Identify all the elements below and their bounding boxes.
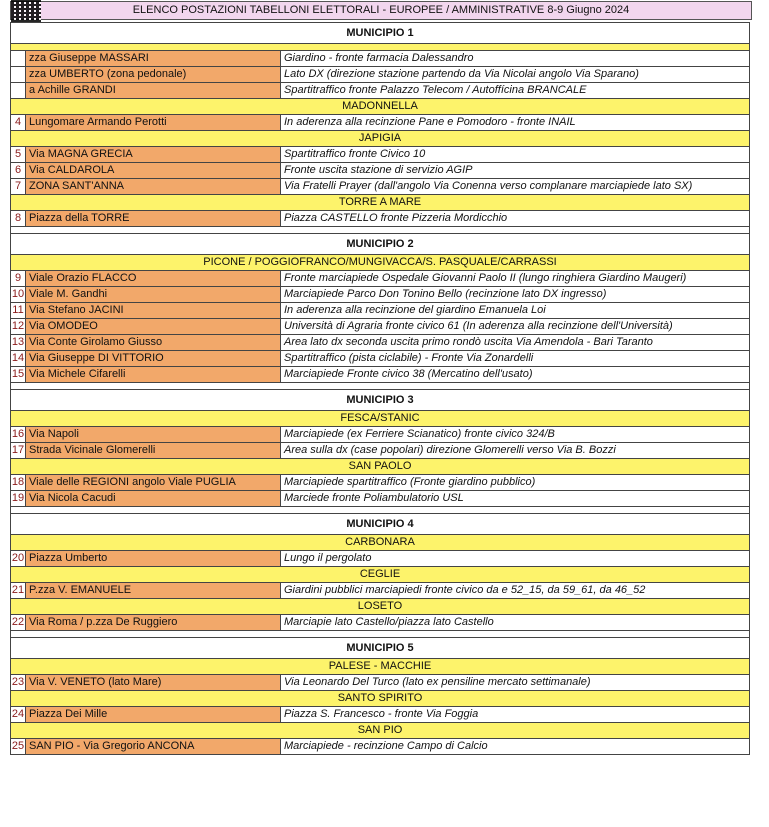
municipio-header: [11, 23, 750, 44]
description-cell: Piazza S. Francesco - fronte Via Foggia: [281, 707, 750, 723]
row-number: 16: [11, 427, 26, 443]
location-cell: Via Giuseppe DI VITTORIO: [26, 351, 281, 367]
description-cell: Fronte marciapiede Ospedale Giovanni Paolo II (lungo ringhiera Giardino Maugeri): [281, 271, 750, 287]
row-number: 5: [11, 147, 26, 163]
description-cell: Spartitraffico (pista ciclabile) - Fronte Via Zonardelli: [281, 351, 750, 367]
row-number: [11, 51, 26, 67]
table-row: [11, 475, 750, 491]
zone-label: SANTO SPIRITO: [11, 691, 750, 707]
location-cell: Via Stefano JACINI: [26, 303, 281, 319]
description-cell: Marciapiede Parco Don Tonino Bello (recinzione lato DX ingresso): [281, 287, 750, 303]
blank-row: [11, 227, 750, 234]
description-cell: In aderenza alla recinzione del giardino Emanuela Loi: [281, 303, 750, 319]
zone-header: [11, 195, 750, 211]
zone-header: [11, 99, 750, 115]
location-cell: Via Nicola Cacudi: [26, 491, 281, 507]
location-cell: Piazza della TORRE: [26, 211, 281, 227]
location-cell: Via Michele Cifarelli: [26, 367, 281, 383]
side-stamp: [0, 145, 9, 425]
table-row: [11, 583, 750, 599]
row-number: 12: [11, 319, 26, 335]
table-row: [11, 163, 750, 179]
location-cell: a Achille GRANDI: [26, 83, 281, 99]
description-cell: Area lato dx seconda uscita primo rondò uscita Via Amendola - Bari Taranto: [281, 335, 750, 351]
description-cell: Giardino - fronte farmacia Dalessandro: [281, 51, 750, 67]
spacer-row: [11, 44, 750, 51]
description-cell: Giardini pubblici marciapiedi fronte civico da e 52_15, da 59_61, da 46_52: [281, 583, 750, 599]
row-number: 20: [11, 551, 26, 567]
row-number: [11, 83, 26, 99]
description-cell: Marciede fronte Poliambulatorio USL: [281, 491, 750, 507]
municipio-label: MUNICIPIO 1: [11, 23, 750, 44]
location-cell: zza Giuseppe MASSARI: [26, 51, 281, 67]
table-row: [11, 335, 750, 351]
zone-header: [11, 459, 750, 475]
stations-table: [10, 22, 750, 755]
row-number: 6: [11, 163, 26, 179]
table-row: [11, 675, 750, 691]
table-row: [11, 319, 750, 335]
blank-cell: [11, 631, 750, 638]
table-row: [11, 427, 750, 443]
row-number: 13: [11, 335, 26, 351]
location-cell: P.zza V. EMANUELE: [26, 583, 281, 599]
description-cell: Piazza CASTELLO fronte Pizzeria Mordicchio: [281, 211, 750, 227]
location-cell: Via CALDAROLA: [26, 163, 281, 179]
table-row: [11, 211, 750, 227]
table-row: [11, 147, 750, 163]
municipio-header: [11, 638, 750, 659]
description-cell: Università di Agraria fronte civico 61 (In aderenza alla recinzione dell'Università): [281, 319, 750, 335]
location-cell: Viale M. Gandhi: [26, 287, 281, 303]
municipio-label: MUNICIPIO 5: [11, 638, 750, 659]
location-cell: Via MAGNA GRECIA: [26, 147, 281, 163]
description-cell: Spartitraffico fronte Civico 10: [281, 147, 750, 163]
location-cell: Via Conte Girolamo Giusso: [26, 335, 281, 351]
zone-label: CARBONARA: [11, 535, 750, 551]
zone-header: [11, 535, 750, 551]
row-number: [11, 67, 26, 83]
description-cell: Marciapie lato Castello/piazza lato Castello: [281, 615, 750, 631]
location-cell: Via OMODEO: [26, 319, 281, 335]
table-row: [11, 551, 750, 567]
location-cell: Via Napoli: [26, 427, 281, 443]
zone-label: SAN PAOLO: [11, 459, 750, 475]
municipio-label: MUNICIPIO 4: [11, 514, 750, 535]
location-cell: SAN PIO - Via Gregorio ANCONA: [26, 739, 281, 755]
zone-label: PALESE - MACCHIE: [11, 659, 750, 675]
table-row: [11, 443, 750, 459]
row-number: 4: [11, 115, 26, 131]
table-row: [11, 51, 750, 67]
description-cell: Marciapiede spartitraffico (Fronte giardino pubblico): [281, 475, 750, 491]
spacer-cell: [11, 44, 750, 51]
description-cell: Marciapiede - recinzione Campo di Calcio: [281, 739, 750, 755]
zone-header: [11, 411, 750, 427]
table-row: [11, 83, 750, 99]
municipio-header: [11, 390, 750, 411]
row-number: 7: [11, 179, 26, 195]
table-row: [11, 739, 750, 755]
blank-row: [11, 507, 750, 514]
zone-header: [11, 131, 750, 147]
zone-label: SAN PIO: [11, 723, 750, 739]
zone-label: JAPIGIA: [11, 131, 750, 147]
zone-header: [11, 723, 750, 739]
page-title: ELENCO POSTAZIONI TABELLONI ELETTORALI - EUROPEE / AMMINISTRATIVE 8-9 Giugno 2024: [10, 1, 752, 20]
municipio-label: MUNICIPIO 3: [11, 390, 750, 411]
location-cell: Viale Orazio FLACCO: [26, 271, 281, 287]
zone-label: MADONNELLA: [11, 99, 750, 115]
table-row: [11, 271, 750, 287]
location-cell: Viale delle REGIONI angolo Viale PUGLIA: [26, 475, 281, 491]
row-number: 11: [11, 303, 26, 319]
row-number: 23: [11, 675, 26, 691]
row-number: 10: [11, 287, 26, 303]
row-number: 14: [11, 351, 26, 367]
description-cell: Area sulla dx (case popolari) direzione Glomerelli verso Via B. Bozzi: [281, 443, 750, 459]
row-number: 9: [11, 271, 26, 287]
table-row: [11, 303, 750, 319]
zone-header: [11, 691, 750, 707]
location-cell: Via Roma / p.zza De Ruggiero: [26, 615, 281, 631]
description-cell: Marciapiede Fronte civico 38 (Mercatino dell'usato): [281, 367, 750, 383]
table-row: [11, 615, 750, 631]
table-row: [11, 491, 750, 507]
row-number: 17: [11, 443, 26, 459]
row-number: 8: [11, 211, 26, 227]
description-cell: Lungo il pergolato: [281, 551, 750, 567]
row-number: 21: [11, 583, 26, 599]
table-row: [11, 115, 750, 131]
description-cell: Via Fratelli Prayer (dall'angolo Via Conenna verso complanare marciapiede lato SX): [281, 179, 750, 195]
table-row: [11, 67, 750, 83]
location-cell: Lungomare Armando Perotti: [26, 115, 281, 131]
zone-label: FESCA/STANIC: [11, 411, 750, 427]
description-cell: Lato DX (direzione stazione partendo da Via Nicolai angolo Via Sparano): [281, 67, 750, 83]
row-number: 15: [11, 367, 26, 383]
zone-header: [11, 659, 750, 675]
table-row: [11, 179, 750, 195]
row-number: 19: [11, 491, 26, 507]
municipio-label: MUNICIPIO 2: [11, 234, 750, 255]
description-cell: Via Leonardo Del Turco (lato ex pensiline mercato settimanale): [281, 675, 750, 691]
description-cell: Spartitraffico fronte Palazzo Telecom / Autoffícina BRANCALE: [281, 83, 750, 99]
zone-label: TORRE A MARE: [11, 195, 750, 211]
table-row: [11, 287, 750, 303]
row-number: 24: [11, 707, 26, 723]
municipio-header: [11, 234, 750, 255]
zone-label: CEGLIE: [11, 567, 750, 583]
location-cell: Strada Vicinale Glomerelli: [26, 443, 281, 459]
zone-label: PICONE / POGGIOFRANCO/MUNGIVACCA/S. PASQUALE/CARRASSI: [11, 255, 750, 271]
zone-header: [11, 255, 750, 271]
location-cell: Piazza Umberto: [26, 551, 281, 567]
zone-header: [11, 599, 750, 615]
description-cell: In aderenza alla recinzione Pane e Pomodoro - fronte INAIL: [281, 115, 750, 131]
blank-cell: [11, 507, 750, 514]
location-cell: zza UMBERTO (zona pedonale): [26, 67, 281, 83]
row-number: 22: [11, 615, 26, 631]
blank-cell: [11, 383, 750, 390]
municipio-header: [11, 514, 750, 535]
table-row: [11, 707, 750, 723]
table-row: [11, 367, 750, 383]
row-number: 25: [11, 739, 26, 755]
blank-row: [11, 631, 750, 638]
row-number: 18: [11, 475, 26, 491]
zone-label: LOSETO: [11, 599, 750, 615]
blank-row: [11, 383, 750, 390]
description-cell: Marciapiede (ex Ferriere Scianatico) fronte civico 324/B: [281, 427, 750, 443]
location-cell: Via V. VENETO (lato Mare): [26, 675, 281, 691]
blank-cell: [11, 227, 750, 234]
location-cell: Piazza Dei Mille: [26, 707, 281, 723]
description-cell: Fronte uscita stazione di servizio AGIP: [281, 163, 750, 179]
location-cell: ZONA SANT'ANNA: [26, 179, 281, 195]
table-row: [11, 351, 750, 367]
zone-header: [11, 567, 750, 583]
